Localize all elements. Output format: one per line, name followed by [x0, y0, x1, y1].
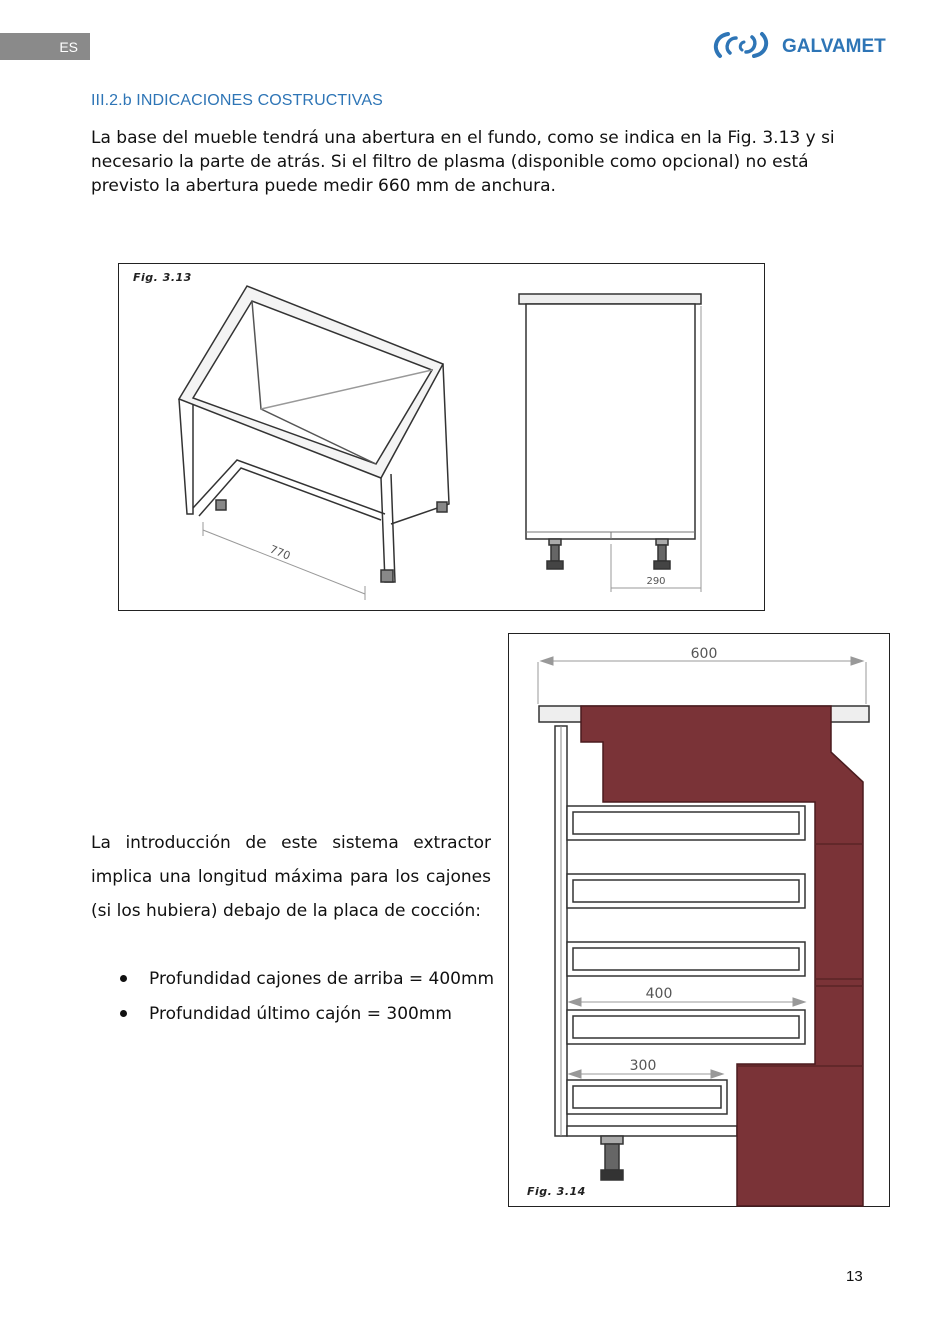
list-item — [118, 999, 494, 1034]
drawer-depth-list — [118, 964, 494, 1034]
figure-3-14-caption: Fig. 3.14 — [527, 1185, 586, 1198]
isometric-cabinet — [179, 286, 449, 600]
figure-3-13-caption: Fig. 3.13 — [133, 271, 192, 284]
intro-paragraph: La base del mueble tendrá una abertura en el fundo, como se indica en la Fig. 3.13 y si necesario la parte de atrás. Si el filtro de plasma (disponible como opcional) no está previsto la abertura puede medir 660 mm de anchura. — [91, 128, 835, 196]
language-tab — [0, 33, 90, 60]
bullet-icon — [120, 975, 127, 982]
figure-3-13 — [118, 263, 765, 611]
section-heading: III.2.b INDICACIONES COSTRUCTIVAS — [91, 92, 383, 109]
figure-3-14 — [508, 633, 890, 1207]
list-item — [118, 964, 494, 999]
body-paragraph: La introducción de este sistema extractor implica una longitud máxima para los cajones (si los hubiera) debajo de la placa de cocción: — [91, 833, 491, 921]
galvamet-swirl-icon — [716, 34, 766, 56]
dimension-400 — [569, 998, 805, 1006]
dimension-290-label: 290 — [646, 576, 666, 587]
galvamet-logo — [710, 26, 905, 64]
dimension-600-label: 600 — [690, 646, 718, 662]
bullet-icon — [120, 1010, 127, 1017]
page-number: 13 — [846, 1268, 863, 1285]
list-item-text: Profundidad último cajón = 300mm — [149, 1004, 452, 1024]
side-view-cabinet — [519, 294, 701, 592]
dimension-400-label: 400 — [645, 986, 673, 1002]
logo-wordmark: GALVAMET — [782, 36, 886, 57]
dimension-300-label: 300 — [629, 1058, 657, 1074]
extractor-drawing — [509, 634, 891, 1208]
list-item-text: Profundidad cajones de arriba = 400mm — [149, 969, 495, 989]
cabinet-drawings — [119, 264, 766, 612]
language-label: ES — [59, 38, 78, 55]
dimension-600 — [538, 657, 866, 704]
dimension-770-label: 770 — [267, 542, 293, 563]
